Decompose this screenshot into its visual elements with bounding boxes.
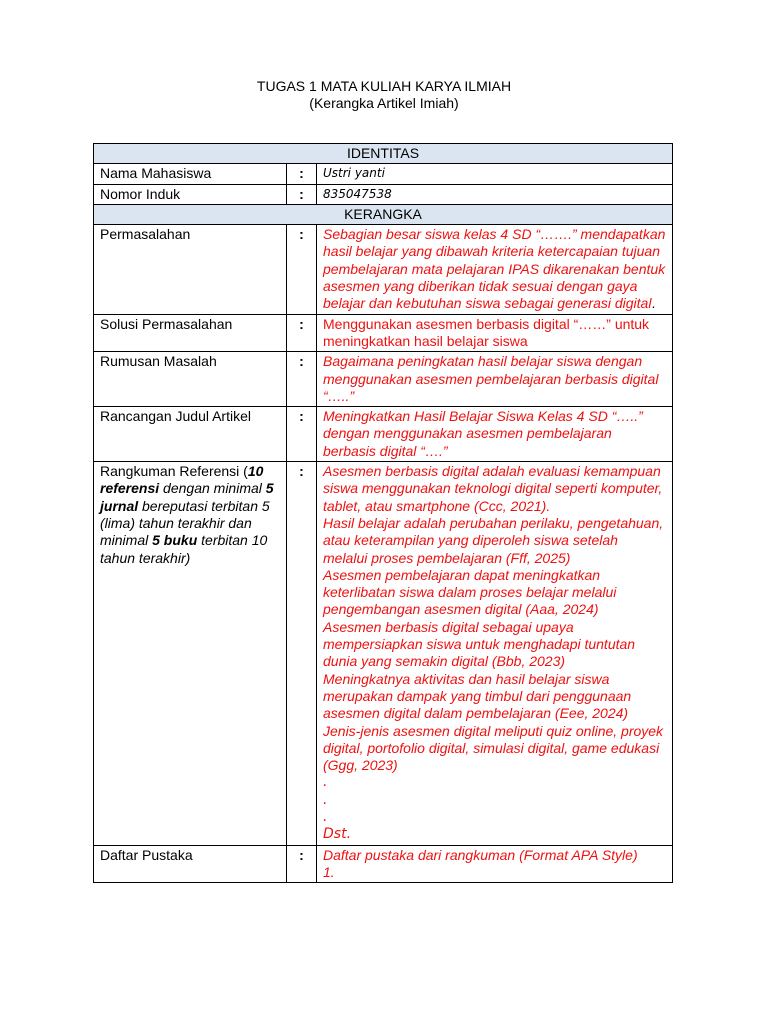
row-nama	[94, 164, 673, 184]
rangkuman-label	[94, 462, 287, 846]
rangkuman-dot: .	[323, 808, 328, 825]
judul-value	[317, 407, 673, 462]
colon: :	[287, 352, 317, 407]
colon: :	[287, 164, 317, 184]
solusi-label: Solusi Permasalahan	[94, 314, 287, 352]
judul-text: Meningkatkan Hasil Belajar Siswa Kelas 4 SD “…..” dengan menggunakan asesmen pembelajaran berbasis digital “….”	[323, 408, 643, 459]
pustaka-value	[317, 845, 673, 883]
nama-label: Nama Mahasiswa	[94, 164, 287, 184]
colon: :	[287, 845, 317, 883]
pustaka-text: Daftar pustaka dari rangkuman (Format APA Style)	[323, 846, 638, 863]
rumusan-label: Rumusan Masalah	[94, 352, 287, 407]
pustaka-first-item: 1.	[323, 863, 335, 880]
rangkuman-label-i1: dengan minimal	[159, 480, 266, 497]
rangkuman-dot: .	[323, 774, 328, 791]
section-identitas	[94, 144, 673, 164]
section-identitas-heading: IDENTITAS	[94, 144, 673, 164]
judul-label: Rancangan Judul Artikel	[94, 407, 287, 462]
row-solusi	[94, 314, 673, 352]
row-pustaka	[94, 845, 673, 883]
solusi-value	[317, 314, 673, 352]
rangkuman-paragraph: Asesmen berbasis digital sebagai upaya mempersiapkan siswa untuk menghadapi tuntutan dunia yang semakin digital (Bbb, 2023)	[323, 618, 636, 670]
nama-value: Ustri yanti	[317, 164, 673, 184]
rangkuman-value	[317, 462, 673, 846]
rangkuman-paragraph: Asesmen berbasis digital adalah evaluasi kemampuan siswa menggunakan teknologi digital seperti komputer, tablet, atau smartphone (Ccc, 2021).	[323, 463, 663, 514]
rangkuman-paragraph: Hasil belajar adalah perubahan perilaku, pengetahuan, atau keterampilan yang diperoleh siswa setelah melalui proses pembelajaran (Fff, 2025)	[323, 514, 664, 566]
document-title: TUGAS 1 MATA KULIAH KARYA ILMIAH	[256, 78, 512, 94]
section-kerangka-heading: KERANGKA	[94, 204, 673, 224]
rangkuman-label-b2: 5 jurnal	[100, 480, 274, 514]
rangkuman-dot: .	[323, 791, 328, 808]
rangkuman-label-b1: 10 referensi	[100, 463, 264, 497]
colon: :	[287, 462, 317, 846]
row-nomor	[94, 184, 673, 204]
rangkuman-label-b3: 5 buku	[152, 532, 198, 549]
document-subtitle: (Kerangka Artikel Imiah)	[309, 95, 459, 111]
framework-table	[93, 143, 673, 883]
pustaka-label: Daftar Pustaka	[94, 845, 287, 883]
colon: :	[287, 184, 317, 204]
row-permasalahan	[94, 225, 673, 314]
row-rumusan	[94, 352, 673, 407]
rumusan-text: Bagaimana peningkatan hasil belajar siswa dengan menggunakan asesmen pembelajaran berbasis digital “…..”	[323, 353, 659, 404]
rangkuman-paragraph: Jenis-jenis asesmen digital meliputi quiz online, proyek digital, portofolio digital, simulasi digital, game edukasi (Ggg, 2023)	[323, 722, 664, 774]
rangkuman-label-i3: terbitan 10 tahun terakhir)	[100, 532, 268, 566]
solusi-text: Menggunakan asesmen berbasis digital “……” untuk meningkatkan hasil belajar siswa	[323, 315, 650, 349]
nomor-label: Nomor Induk	[94, 184, 287, 204]
rangkuman-paragraph: Asesmen pembelajaran dapat meningkatkan keterlibatan siswa dalam proses belajar melalui pengembangan asesmen digital (Aaa, 2024)	[323, 566, 617, 618]
colon: :	[287, 225, 317, 314]
section-kerangka	[94, 204, 673, 224]
colon: :	[287, 314, 317, 352]
permasalahan-label: Permasalahan	[94, 225, 287, 314]
permasalahan-value	[317, 225, 673, 314]
permasalahan-text: Sebagian besar siswa kelas 4 SD “…….” mendapatkan hasil belajar yang dibawah kriteria ketercapaian tujuan pembelajaran mata pelajaran IPAS dikarenakan bentuk asesmen yang diberikan tidak sesuai dengan gaya belajar dan kebutuhan siswa sebagai generasi digital	[323, 226, 666, 312]
rangkuman-end: Dst.	[323, 826, 352, 843]
colon: :	[287, 407, 317, 462]
rangkuman-label-i2: bereputasi terbitan 5 (lima) tahun terakhir dan minimal	[100, 497, 270, 549]
row-rangkuman	[94, 462, 673, 846]
permasalahan-end: .	[651, 295, 656, 312]
nomor-value: 835047538	[317, 184, 673, 204]
rumusan-value	[317, 352, 673, 407]
row-judul	[94, 407, 673, 462]
rangkuman-paragraph: Meningkatnya aktivitas dan hasil belajar siswa merupakan dampak yang timbul dari penggunaan asesmen digital dalam pembelajaran (Eee, 2024)	[323, 670, 632, 722]
rangkuman-label-pre: Rangkuman Referensi (	[100, 463, 248, 480]
